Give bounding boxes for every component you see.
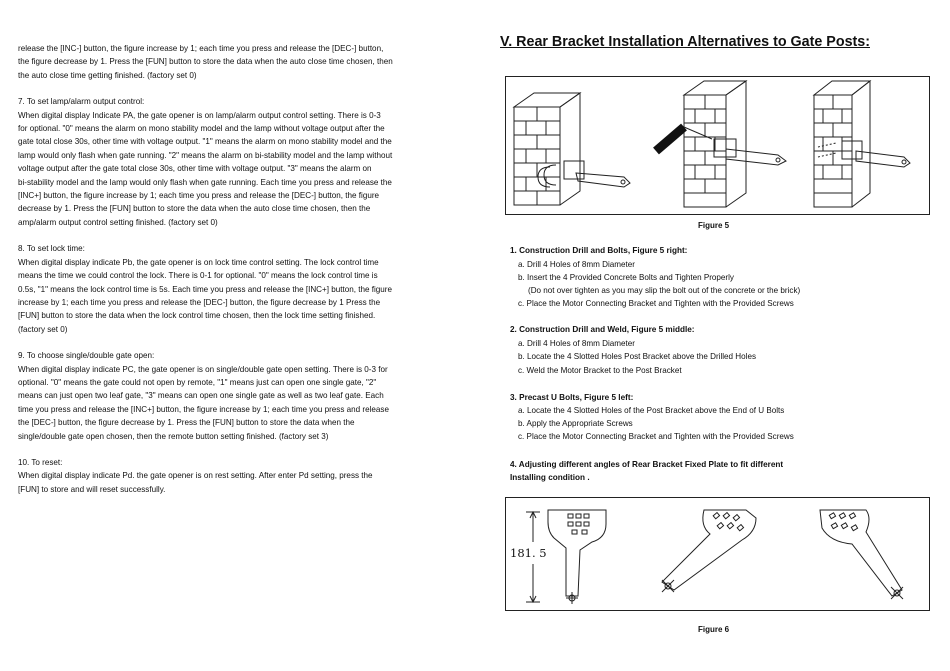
brick-post-middle: [684, 81, 786, 207]
brick-post-right: [814, 81, 910, 207]
section-1-item-a: a. Drill 4 Holes of 8mm Diameter: [518, 260, 635, 269]
figure-6-illustration: [505, 497, 930, 611]
bracket-vertical: [548, 510, 606, 604]
text-line: increase by 1; each time you press and release the [DEC-] button, the figure decrease by 1 Press the: [18, 297, 381, 307]
section-3-item-a: a. Locate the 4 Slotted Holes of the Post Bracket above the End of U Bolts: [518, 406, 785, 415]
text-line: [INC+] button, the figure increase by 1; each time you press and release the [DEC-] button, the figure: [18, 191, 380, 201]
wall-post-diagram: [506, 77, 929, 214]
text-line: When digital display Indicate PA, the gate opener is on lamp/alarm output control setting. There is 0-3: [18, 110, 381, 120]
section-1-item-c: c. Place the Motor Connecting Bracket and Tighten with the Provided Screws: [518, 299, 794, 308]
brick-post-left: [514, 93, 630, 205]
figure-5-caption: Figure 5: [698, 221, 730, 230]
paragraph-gap: [18, 443, 468, 456]
text-line: time you press and release the [INC+] button, the figure increase by 1; each time you press and release: [18, 404, 389, 414]
text-line: the figure decrease by 1. Press the [FUN] button to store the data when the auto close time chosen, then: [18, 57, 393, 67]
paragraph-gap: [18, 82, 468, 95]
paragraph-gap: [18, 336, 468, 349]
section-4-heading-line-2: Installing condition .: [510, 473, 590, 482]
text-line: When digital display indicate Pd. the gate opener is on rest setting. After enter Pd setting, press the: [18, 471, 373, 481]
text-line: voltage output after the gate total close 30s, other time with voltage output. "3" means the alarm on: [18, 164, 372, 174]
text-line: single/double gate open chosen, then the remote button setting finished. (factory set 3): [18, 431, 329, 441]
bracket-angle-diagram: [506, 498, 929, 610]
text-line: release the [INC-] button, the figure increase by 1; each time you press and release the [DEC-] button,: [18, 44, 384, 53]
text-line: means the time we could control the lock. There is 0-1 for optional. "0" means the lock control time is: [18, 271, 378, 281]
text-line: When digital display indicate PC, the gate opener is on single/double gate open setting. There is 0-3 for: [18, 364, 388, 374]
section-3-item-b: b. Apply the Appropriate Screws: [518, 419, 633, 428]
text-line: means can just open two leaf gate, "3" means can open one single gate as well as two leaf gate. Each: [18, 391, 384, 401]
section-2-item-a: a. Drill 4 Holes of 8mm Diameter: [518, 339, 635, 348]
paragraph-gap: [18, 229, 468, 242]
section-2-item-b: b. Locate the 4 Slotted Holes Post Bracket above the Drilled Holes: [518, 352, 756, 361]
bracket-angled-middle: [662, 510, 756, 592]
text-line: bi-stability model and the lamp would only flash when gate running. Each time you press and release the: [18, 177, 392, 187]
left-column: [18, 42, 468, 496]
section-heading-lock-time: 8. To set lock time:: [18, 244, 85, 254]
section-2-item-c: c. Weld the Motor Bracket to the Post Bracket: [518, 366, 682, 375]
section-1-note: (Do not over tighten as you may slip the bolt out of the concrete or the brick): [528, 286, 801, 295]
section-3-heading: 3. Precast U Bolts, Figure 5 left:: [510, 393, 634, 402]
text-line: the [DEC-] button, the figure decrease by 1. Press the [FUN] button to store the data when the: [18, 418, 355, 428]
section-heading-lamp-alarm: 7. To set lamp/alarm output control:: [18, 97, 145, 107]
dimension-label: 181. 5: [510, 546, 547, 560]
bracket-angled-right: [820, 510, 903, 599]
section-heading-gate-open: 9. To choose single/double gate open:: [18, 351, 155, 361]
text-line: (factory set 0): [18, 324, 68, 334]
section-1-item-b: b. Insert the 4 Provided Concrete Bolts and Tighten Properly: [518, 273, 734, 282]
section-title: V. Rear Bracket Installation Alternatives to Gate Posts:: [500, 34, 870, 50]
figure-6-caption: Figure 6: [698, 625, 730, 634]
text-line: for optional. "0" means the alarm on mono stability model and the lamp without voltage output after the: [18, 124, 385, 134]
text-line: 0.5s, "1" means the lock control time is 5s. Each time you press and release the [INC+] button, the figure: [18, 284, 392, 294]
section-heading-reset: 10. To reset:: [18, 457, 63, 467]
text-line: gate total close 30s, other time with voltage output. "1" means the alarm on mono stability model and the: [18, 137, 392, 147]
text-line: [FUN] button to store the data when the lock control time chosen, then the lock time setting finished.: [18, 311, 376, 321]
text-line: When digital display indicate Pb, the gate opener is on lock time control setting. The lock control time: [18, 257, 379, 267]
figure-5-illustration: [505, 76, 930, 215]
section-1-heading: 1. Construction Drill and Bolts, Figure 5 right:: [510, 246, 688, 255]
text-line: optional. "0" means the gate could not open by remote, "1" means just can open one single gate, "2": [18, 377, 377, 387]
text-line: the auto close time getting finished. (factory set 0): [18, 70, 197, 80]
text-line: [FUN] to store and will reset successfully.: [18, 484, 166, 494]
text-line: amp/alarm output control setting finished. (factory set 0): [18, 217, 218, 227]
text-line: decrease by 1. Press the [FUN] button to store the data when the auto close time chosen, then the: [18, 204, 371, 214]
section-2-heading: 2. Construction Drill and Weld, Figure 5 middle:: [510, 325, 695, 334]
section-3-item-c: c. Place the Motor Connecting Bracket and Tighten with the Provided Screws: [518, 432, 794, 441]
text-line: lamp would only flash when gate running. "2" means the alarm on bi-stability model and the lamp without: [18, 150, 393, 160]
section-4-heading-line-1: 4. Adjusting different angles of Rear Bracket Fixed Plate to fit different: [510, 460, 784, 469]
